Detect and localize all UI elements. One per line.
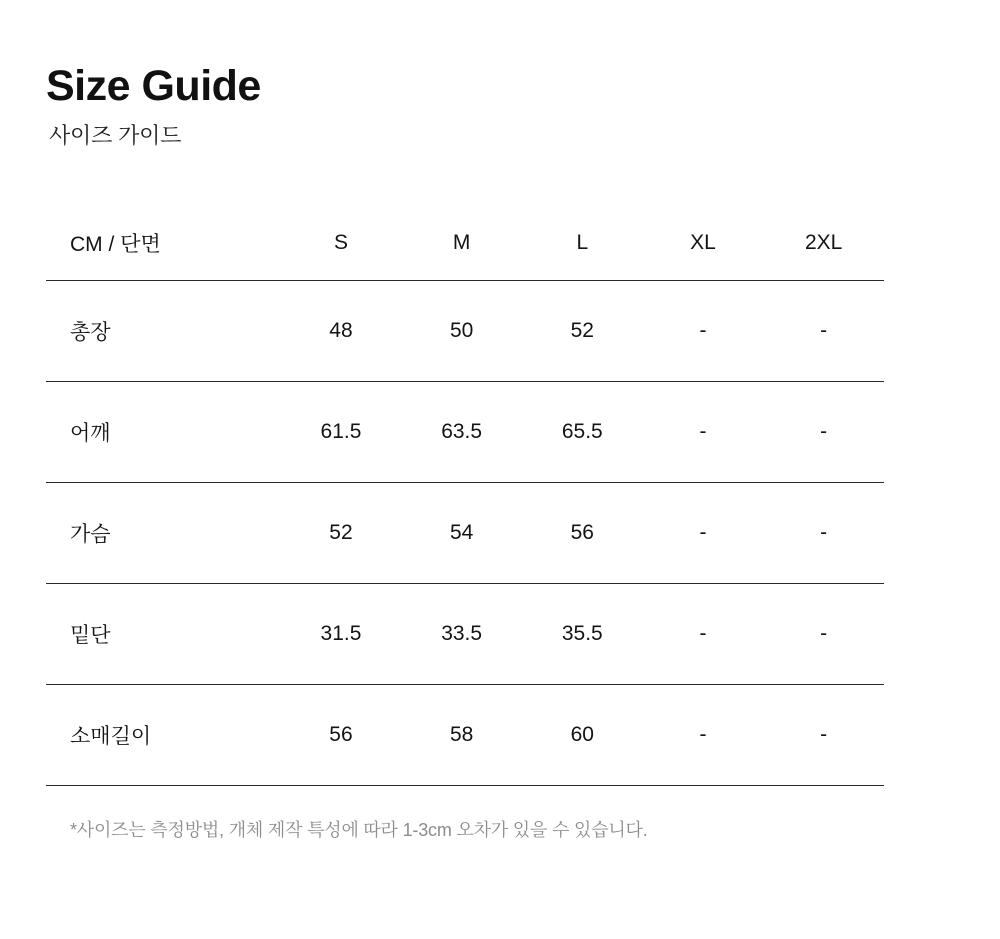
column-header-measure: CM / 단면	[46, 206, 281, 281]
table-cell: 52	[281, 483, 402, 584]
table-cell: 63.5	[401, 382, 522, 483]
column-header-xl: XL	[643, 206, 764, 281]
table-cell: -	[643, 685, 764, 786]
table-cell: 50	[401, 281, 522, 382]
row-label: 밑단	[46, 584, 281, 685]
table-cell: 60	[522, 685, 643, 786]
table-cell: 33.5	[401, 584, 522, 685]
table-cell: -	[643, 584, 764, 685]
table-row	[46, 382, 884, 483]
column-header-2xl: 2XL	[763, 206, 884, 281]
table-cell: 35.5	[522, 584, 643, 685]
table-cell: 61.5	[281, 382, 402, 483]
column-header-l: L	[522, 206, 643, 281]
table-cell: 48	[281, 281, 402, 382]
table-row	[46, 483, 884, 584]
table-cell: 52	[522, 281, 643, 382]
table-cell: 56	[522, 483, 643, 584]
table-cell: -	[643, 281, 764, 382]
page-title: Size Guide	[46, 62, 261, 110]
row-label: 총장	[46, 281, 281, 382]
table-cell: -	[643, 483, 764, 584]
table-cell: -	[643, 382, 764, 483]
table-cell: -	[763, 483, 884, 584]
table-cell: -	[763, 281, 884, 382]
table-row	[46, 281, 884, 382]
row-label: 가슴	[46, 483, 281, 584]
table-header-row	[46, 206, 884, 281]
table-cell: -	[763, 382, 884, 483]
table-cell: -	[763, 584, 884, 685]
row-label: 어깨	[46, 382, 281, 483]
table-cell: -	[763, 685, 884, 786]
table-body	[46, 281, 884, 786]
column-header-m: M	[401, 206, 522, 281]
size-guide-table	[46, 206, 884, 786]
table-cell: 58	[401, 685, 522, 786]
table-cell: 56	[281, 685, 402, 786]
table-row	[46, 584, 884, 685]
row-label: 소매길이	[46, 685, 281, 786]
table-row	[46, 685, 884, 786]
table-cell: 65.5	[522, 382, 643, 483]
size-disclaimer-note: *사이즈는 측정방법, 개체 제작 특성에 따라 1-3cm 오차가 있을 수 있습니다.	[70, 820, 648, 841]
table-header	[46, 206, 884, 281]
column-header-s: S	[281, 206, 402, 281]
page-subtitle: 사이즈 가이드	[49, 123, 182, 149]
table-cell: 31.5	[281, 584, 402, 685]
table-cell: 54	[401, 483, 522, 584]
